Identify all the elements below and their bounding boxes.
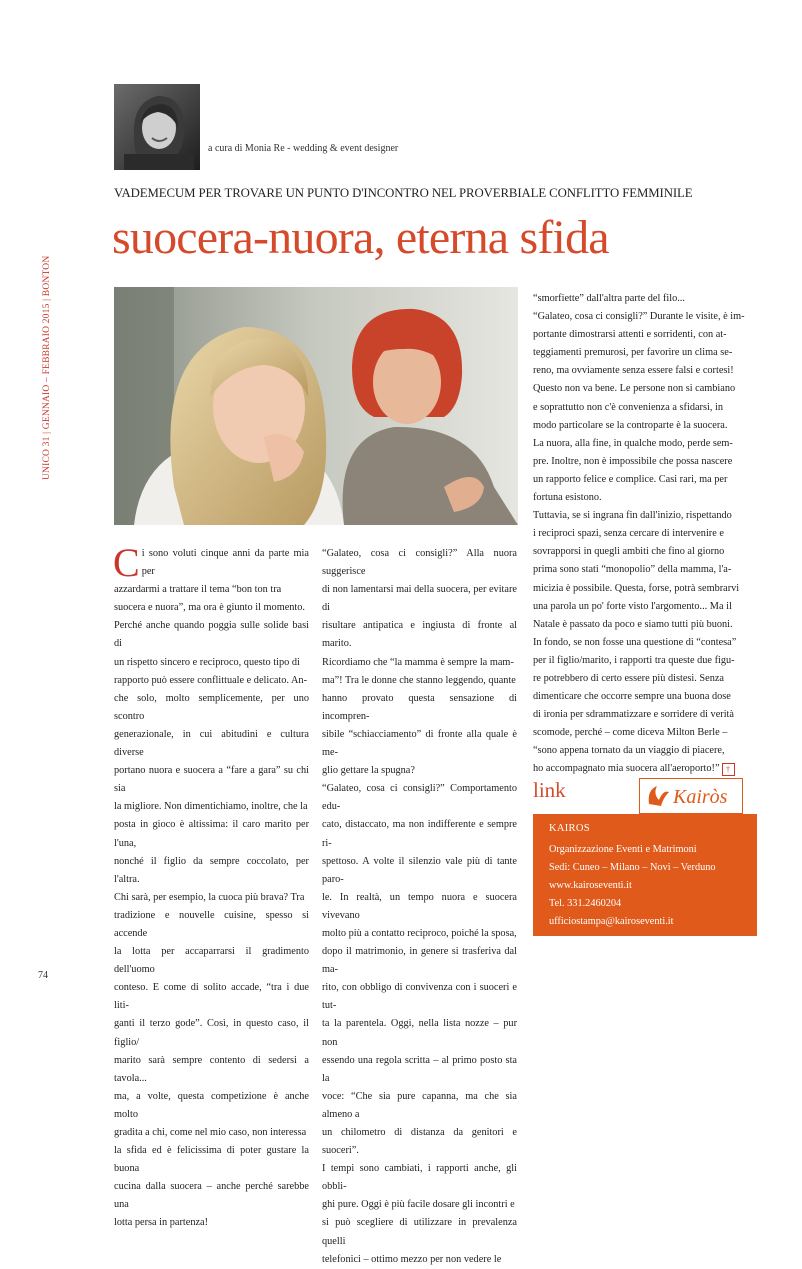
col2-line: “Galateo, cosa ci consigli?” Alla nuora suggerisce (322, 548, 517, 578)
col1-line: tradizione e nouvelle cuisine, spesso si accende (114, 909, 309, 939)
col2-line: di non lamentarsi mai della suocera, per evitare di (322, 584, 517, 614)
side-label-text: UNICO 31 | GENNAIO – FEBBRAIO 2015 | BONTON (42, 255, 52, 480)
drop-cap: C (113, 540, 140, 585)
col1-line: suocera e nuora”, ma ora è giunto il momento. (114, 602, 306, 614)
col3-line: teggiamenti premurosi, per favorire un clima se- (533, 347, 733, 359)
end-mark-icon: † (722, 763, 735, 776)
col1-line: la sfida ed è felicissima di poter gustare la buona (114, 1145, 309, 1175)
article-column-3 (533, 290, 758, 779)
col3-line: pre. Inoltre, non è impossibile che possa nascere (533, 455, 733, 467)
col3-line: per il figlio/marito, i rapporti tra queste due figu- (533, 654, 735, 666)
col1-line: che solo, molto semplicemente, per uno scontro (114, 692, 309, 722)
col3-line: Natale è passato da poco e siamo tutti più buoni. (533, 618, 733, 630)
link-heading: link (533, 778, 566, 802)
col3-line: ho accompagnato mia suocera all'aeroporto!” (533, 763, 720, 775)
col3-line: La nuora, alla fine, in qualche modo, perde sem- (533, 437, 733, 449)
col1-line: portano nuora e suocera a “fare a gara” su chi sia (114, 765, 309, 795)
link-details-panel (533, 814, 757, 936)
col2-line: Ricordiamo che “la mamma è sempre la mam- (322, 656, 514, 668)
col2-line: ma”! Tra le donne che stanno leggendo, quante (322, 674, 516, 686)
col3-line: scomode, perché – come diceva Milton Berle – (533, 727, 728, 739)
col1-line: la lotta per accaparrarsi il gradimento dell'uomo (114, 946, 309, 976)
col2-line: le. In realtà, un tempo nuora e suocera vivevano (322, 891, 517, 921)
col1-line: cucina dalla suocera – anche perché sarebbe una (114, 1181, 309, 1211)
col3-line: Questo non va bene. Le persone non si cambiano (533, 383, 736, 395)
col2-line: voce: “Che sia pure capanna, ma che sia almeno a (322, 1090, 517, 1120)
col2-line: ta la parentela. Oggi, nella lista nozze – pur non (322, 1018, 517, 1048)
col1-line: un rispetto sincero e reciproco, questo tipo di (114, 656, 300, 668)
col3-line: In fondo, se non fosse una questione di “contesa” (533, 636, 737, 648)
col1-line: posta in gioco è altissima: il caro marito per l'una, (114, 819, 309, 849)
col2-line: molto più a contatto reciproco, poiché la sposa, (322, 927, 517, 939)
article-column-1 (113, 540, 309, 1233)
col1-line: i sono voluti cinque anni da parte mia per (141, 548, 309, 578)
article-column-2 (322, 545, 517, 1269)
col2-line: ghi pure. Oggi è più facile dosare gli incontri e (322, 1199, 515, 1211)
col3-line: sovrapporsi in quegli ambiti che fino al giorno (533, 546, 725, 558)
col3-line: portante dimostrarsi attenti e sorridenti, con at- (533, 329, 727, 341)
col1-line: ganti il terzo gode”. Così, in questo caso, il figlio/ (114, 1018, 309, 1048)
col2-line: cato, distaccato, ma non indifferente e sempre ri- (322, 819, 517, 849)
col2-line: essendo una regola scritta – al primo posto sta la (322, 1054, 517, 1084)
col3-line: un rapporto felice e complice. Casi rari, ma per (533, 473, 728, 485)
col3-line: di ironia per sdrammatizzare e sorridere di verità (533, 709, 734, 721)
col3-line: “Galateo, cosa ci consigli?” Durante le visite, è im- (533, 311, 745, 323)
link-box (533, 778, 757, 934)
company-email-link[interactable]: ufficiostampa@kairoseventi.it (549, 916, 674, 927)
col3-line: e soprattutto non c'è convenienza a sfidarsi, in (533, 401, 723, 413)
col3-line: una parola un po' forte visto l'argomento... Ma il (533, 600, 732, 612)
col1-line: conteso. E come di solito accade, “tra i due liti- (114, 982, 309, 1012)
page-number: 74 (38, 970, 48, 981)
logo-text: Kairòs (673, 786, 728, 808)
author-photo (114, 84, 200, 170)
kairos-logo (639, 778, 743, 814)
hero-photo (114, 287, 518, 525)
side-running-label (30, 190, 52, 480)
col3-line: “sono appena tornato da un viaggio di piacere, (533, 745, 725, 757)
col1-line: Perché anche quando poggia sulle solide basi di (114, 620, 309, 650)
article-kicker: VADEMECUM PER TROVARE UN PUNTO D'INCONTRO NEL PROVERBIALE CONFLITTO FEMMINILE (114, 186, 693, 200)
col3-line: reno, ma ovviamente senza essere falsi e cortesi! (533, 365, 734, 377)
col2-line: sibile “schiacciamento” di fronte alla quale è me- (322, 728, 517, 759)
col2-line: spettoso. A volte il silenzio vale più di tante paro- (322, 855, 517, 885)
col2-line: un chilometro di distanza da genitori e suoceri”. (322, 1127, 517, 1157)
col2-line: hanno provato questa sensazione di incompren- (322, 692, 517, 722)
col1-line: rapporto può essere conflittuale e delicato. An- (114, 674, 307, 686)
article-title: suocera-nuora, eterna sfida (112, 211, 609, 264)
col2-line: glio gettare la spugna? (322, 765, 415, 777)
col1-line: generazionale, in cui abitudini e cultura diverse (114, 728, 309, 759)
col2-line: “Galateo, cosa ci consigli?” Comportamento edu- (322, 783, 517, 813)
col1-line: la migliore. Non dimentichiamo, inoltre, che la (114, 801, 308, 813)
col2-line: risultare antipatica e ingiusta di fronte al marito. (322, 620, 517, 650)
col3-line: fortuna esistono. (533, 492, 602, 504)
col3-line: prima sono stati “monopolio” della mamma, l'a- (533, 564, 732, 576)
company-description: Organizzazione Eventi e Matrimoni (549, 844, 697, 855)
col3-line: modo particolare se la controparte è la suocera. (533, 419, 728, 431)
col1-line: ma, a volte, questa competizione è anche molto (114, 1090, 309, 1120)
col1-line: azzardarmi a trattare il tema “bon ton tra (114, 584, 282, 596)
col3-line: re potrebbero di certo essere più distesi. Senza (533, 672, 724, 684)
company-website-link[interactable]: www.kairoseventi.it (549, 880, 632, 891)
col2-line: I tempi sono cambiati, i rapporti anche, gli obbli- (322, 1163, 517, 1193)
company-locations: Sedi: Cuneo – Milano – Novi – Verduno (549, 862, 716, 873)
col1-line: Chi sarà, per esempio, la cuoca più brava? Tra (114, 891, 305, 903)
col1-line: lotta persa in partenza! (114, 1217, 209, 1229)
company-name: KAIROS (549, 823, 590, 834)
col3-last-line (533, 760, 758, 778)
col2-line: telefonici – ottimo mezzo per non vedere le (322, 1253, 502, 1265)
col3-line: micizia è possibile. Questa, forse, potrà sembrarvi (533, 582, 740, 594)
company-phone: Tel. 331.2460204 (549, 898, 622, 909)
col1-line: nonché il figlio da sempre coccolato, per l'altra. (114, 855, 309, 885)
col3-line: i reciproci spazi, senza cercare di intervenire e (533, 528, 724, 540)
col3-line: dimenticare che occorre sempre una buona dose (533, 691, 731, 703)
col3-line: “smorfiette” dall'altra parte del filo... (533, 293, 685, 304)
col1-line: marito sarà sempre contento di sedersi a tavola... (114, 1054, 309, 1084)
author-byline: a cura di Monia Re - wedding & event designer (208, 143, 399, 154)
col3-line: Tuttavia, se si ingrana fin dall'inizio, rispettando (533, 510, 732, 522)
col2-line: si può scegliere di utilizzare in prevalenza quelli (322, 1217, 517, 1247)
col1-line: gradita a chi, come nel mio caso, non interessa (114, 1127, 307, 1138)
col2-line: dopo il matrimonio, in genere si trasferiva dal ma- (322, 946, 517, 976)
col2-line: rito, con obbligo di convivenza con i suoceri e tut- (322, 982, 517, 1012)
